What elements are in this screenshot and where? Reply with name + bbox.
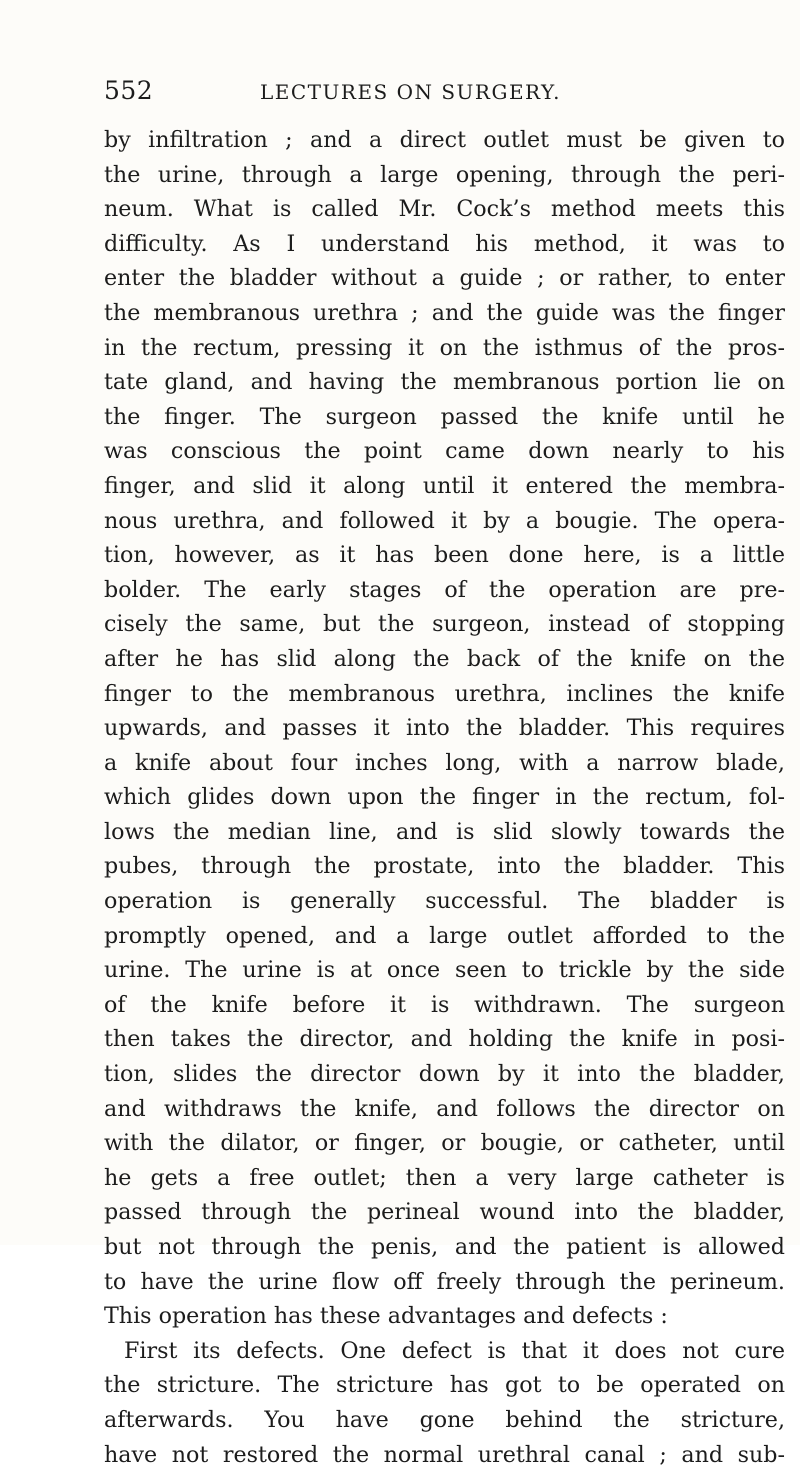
- text-line: tion, slides the director down by it into the bladder,: [104, 1061, 785, 1088]
- text-line: bolder. The early stages of the operation are pre-: [104, 576, 785, 603]
- text-line: have not restored the normal urethral canal ; and sub-: [104, 1441, 785, 1468]
- page-number: 552: [104, 76, 154, 105]
- text-line: of the knife before it is withdrawn. The surgeon: [104, 991, 785, 1018]
- text-line: he gets a free outlet; then a very large catheter is: [104, 1164, 785, 1191]
- text-line: pubes, through the prostate, into the bladder. This: [104, 853, 785, 880]
- text-line: the stricture. The stricture has got to be operated on: [104, 1372, 785, 1399]
- text-line: cisely the same, but the surgeon, instead of stopping: [104, 611, 785, 638]
- text-line: after he has slid along the back of the knife on the: [104, 645, 785, 672]
- text-line: First its defects. One defect is that it does not cure: [124, 1337, 785, 1364]
- text-line: which glides down upon the finger in the rectum, fol-: [104, 784, 785, 811]
- text-line: tate gland, and having the membranous portion lie on: [104, 369, 785, 396]
- text-line: in the rectum, pressing it on the isthmus of the pros-: [104, 334, 785, 361]
- text-line: passed through the perineal wound into the bladder,: [104, 1199, 785, 1226]
- body-text: [104, 123, 785, 1472]
- text-line: promptly opened, and a large outlet afforded to the: [104, 922, 785, 949]
- text-line: difficulty. As I understand his method, it was to: [104, 230, 785, 257]
- text-line: tion, however, as it has been done here, is a little: [104, 542, 785, 569]
- text-line: to have the urine flow off freely through the perineum.: [104, 1268, 785, 1295]
- text-line: the urine, through a large opening, through the peri-: [104, 161, 785, 188]
- text-line: This operation has these advantages and defects :: [104, 1303, 668, 1330]
- text-line: then takes the director, and holding the knife in posi-: [104, 1026, 785, 1053]
- text-line: with the dilator, or finger, or bougie, or catheter, until: [104, 1130, 785, 1157]
- text-line: operation is generally successful. The bladder is: [104, 888, 785, 915]
- running-head: [104, 76, 784, 106]
- text-line: upwards, and passes it into the bladder. This requires: [104, 715, 785, 742]
- text-line: nous urethra, and followed it by a bougie. The opera-: [104, 507, 785, 534]
- text-line: was conscious the point came down nearly to his: [104, 438, 785, 465]
- text-line: lows the median line, and is slid slowly towards the: [104, 818, 785, 845]
- text-line: urine. The urine is at once seen to trickle by the side: [104, 957, 785, 984]
- text-line: finger, and slid it along until it entered the membra-: [104, 472, 785, 499]
- text-line: but not through the penis, and the patient is allowed: [104, 1234, 785, 1260]
- text-line: and withdraws the knife, and follows the director on: [104, 1095, 785, 1122]
- text-line: afterwards. You have gone behind the stricture,: [104, 1406, 785, 1433]
- text-line: neum. What is called Mr. Cock’s method meets this: [104, 196, 785, 223]
- text-line: the finger. The surgeon passed the knife until he: [104, 403, 785, 430]
- text-line: finger to the membranous urethra, inclines the knife: [104, 680, 785, 707]
- text-line: by infiltration ; and a direct outlet must be given to: [104, 127, 785, 153]
- text-line: the membranous urethra ; and the guide was the finger: [104, 299, 785, 326]
- text-line: enter the bladder without a guide ; or rather, to enter: [104, 265, 785, 292]
- running-title: LECTURES ON SURGERY.: [260, 80, 561, 104]
- text-line: a knife about four inches long, with a narrow blade,: [104, 749, 785, 776]
